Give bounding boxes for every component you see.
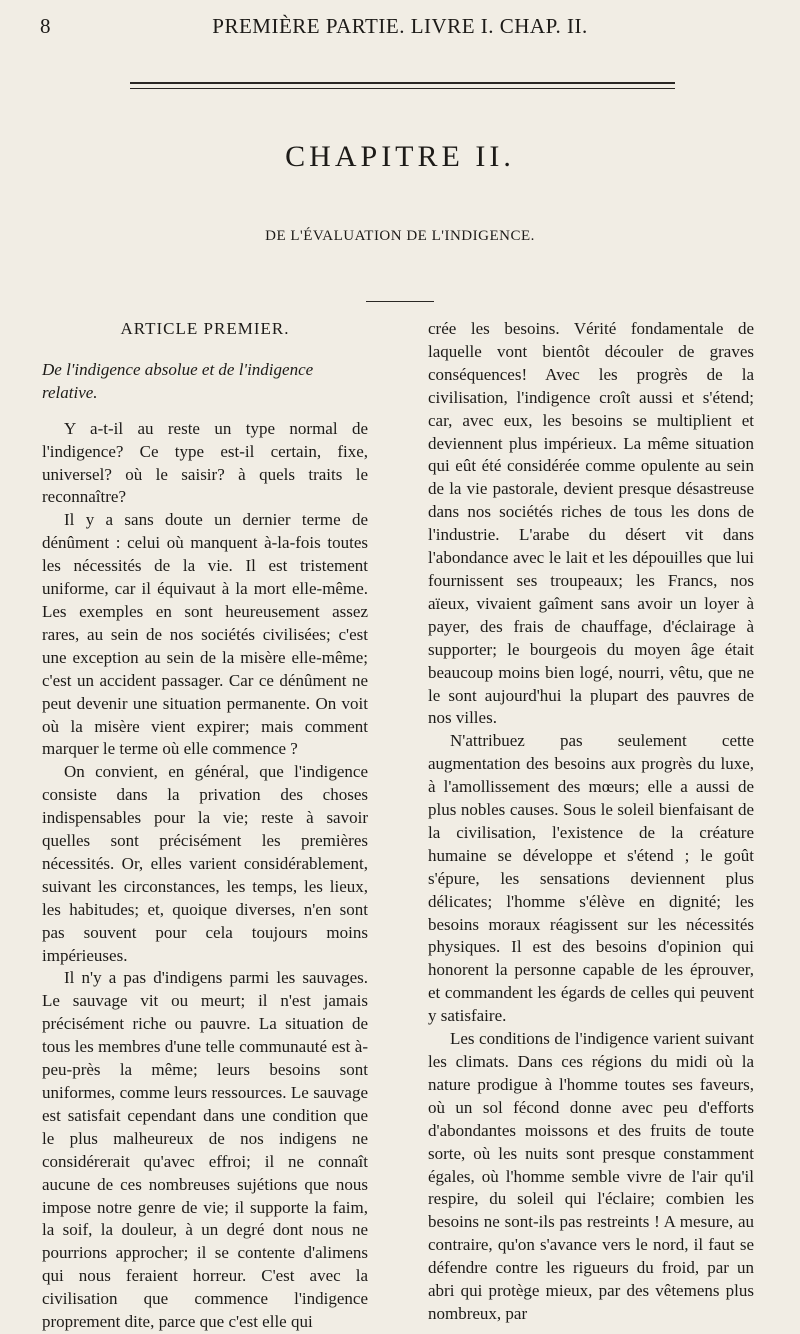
article-heading: ARTICLE PREMIER.	[120, 319, 290, 338]
paragraph: Il n'y a pas d'indigens parmi les sauvages. Le sauvage vit ou meurt; il n'est jamais précisément riche ou pauvre. La situation de tous les membres d'une telle communauté est à-peu-près la même; leurs besoins sont uniformes, comme leurs ressources. Le sauvage est satisfait cependant dans une condition que le plus malheureux de nos indigens ne considérerait qu'avec effroi; il ne connaît aucune de ces nombreuses sujétions que nous impose notre genre de vie; il supporte la faim, la soif, la douleur, à un degré dont nous ne pourrions approcher; il se contente d'alimens qui nous feraient horreur. C'est avec la civilisation que commence l'indigence proprement dite, parce que c'est elle qui	[42, 968, 368, 1332]
page-number: 8	[40, 14, 51, 38]
section-divider-rule	[366, 301, 434, 302]
page-header	[40, 14, 760, 48]
paragraph-continued: crée les besoins. Vérité fondamentale de laquelle vont bientôt découler de graves conséquences! Avec les progrès de la civilisation, l'indigence croît aussi et s'étend; car, avec eux, les besoins se multiplient et deviennent plus impérieux. La même situation qui eût été considérée comme opulente au sein de la vie pastorale, devient presque désastreuse dans nos sociétés riches de tous les dons de l'industrie. L'arabe du désert vit dans l'abondance avec le lait et les dépouilles que lui fournissent ses troupeaux; les Francs, nos aïeux, vivaient gaîment sans avoir un loyer à payer, des frais de chauffage, d'éclairage à supporter; le bourgeois du moyen âge était beaucoup moins bien logé, nourri, vêtu, que ne le sont aujourd'hui la plupart des pauvres de nos villes.	[428, 319, 754, 728]
chapter-subtitle: DE L'ÉVALUATION DE L'INDIGENCE.	[265, 228, 535, 244]
paragraph: N'attribuez pas seulement cette augmentation des besoins aux progrès du luxe, à l'amollissement des mœurs; elle a aussi de plus nobles causes. Sous le soleil bienfaisant de la civilisation, l'existence de la créature humaine se développe et s'étend ; le goût s'épure, les sensations deviennent plus délicates; l'homme s'élève en dignité; les besoins moraux réagissent sur les nécessités physiques. Il est des besoins d'opinion qui honorent la personne capable de les éprouver, et commandent les égards de celles qui peuvent y satisfaire.	[428, 731, 754, 1026]
paragraph: Y a-t-il au reste un type normal de l'indigence? Ce type est-il certain, fixe, universel? où le saisir? à quels traits le reconnaître?	[42, 418, 368, 507]
article-subheading: De l'indigence absolue et de l'indigence relative.	[42, 359, 314, 402]
header-double-rule	[130, 82, 675, 89]
left-column	[42, 318, 368, 1334]
paragraph: On convient, en général, que l'indigence consiste dans la privation des choses indispensables pour la vie; reste à savoir quelles sont précisément les premières nécessités. Or, elles varient considérablement, suivant les circonstances, les temps, les lieux, les habitudes; et, quoique diverses, n'en sont pas souvent pour cela toujours moins impérieuses.	[42, 762, 368, 965]
running-head: PREMIÈRE PARTIE. LIVRE I. CHAP. II.	[212, 14, 588, 38]
chapter-title: CHAPITRE II.	[285, 140, 515, 173]
right-column	[428, 318, 754, 1326]
paragraph: Il y a sans doute un dernier terme de dénûment : celui où manquent à-la-fois toutes les nécessités de la vie. Il est tristement uniforme, car il équivaut à la mort elle-même. Les exemples en sont heureusement assez rares, au sein de nos sociétés civilisées; c'est une exception au sein de la misère elle-même; c'est un accident passager. Car ce dénûment ne peut devenir une situation permanente. On voit où la misère vient expirer; mais comment marquer le terme où elle commence ?	[42, 510, 368, 759]
paragraph: Les conditions de l'indigence varient suivant les climats. Dans ces régions du midi où la nature prodigue à l'homme toutes ses faveurs, où un sol fécond donne avec peu d'efforts d'abondantes moissons et des fruits de toute sorte, où les nuits sont presque constamment égales, où l'homme semble vivre de l'air qu'il respire, du soleil qui l'éclaire; combien les besoins ne sont-ils pas restreints ! A mesure, au contraire, qu'on s'avance vers le nord, il faut se défendre contre les rigueurs du froid, par un abri qui protège mieux, par des vêtemens plus nombreux, par	[428, 1029, 754, 1323]
